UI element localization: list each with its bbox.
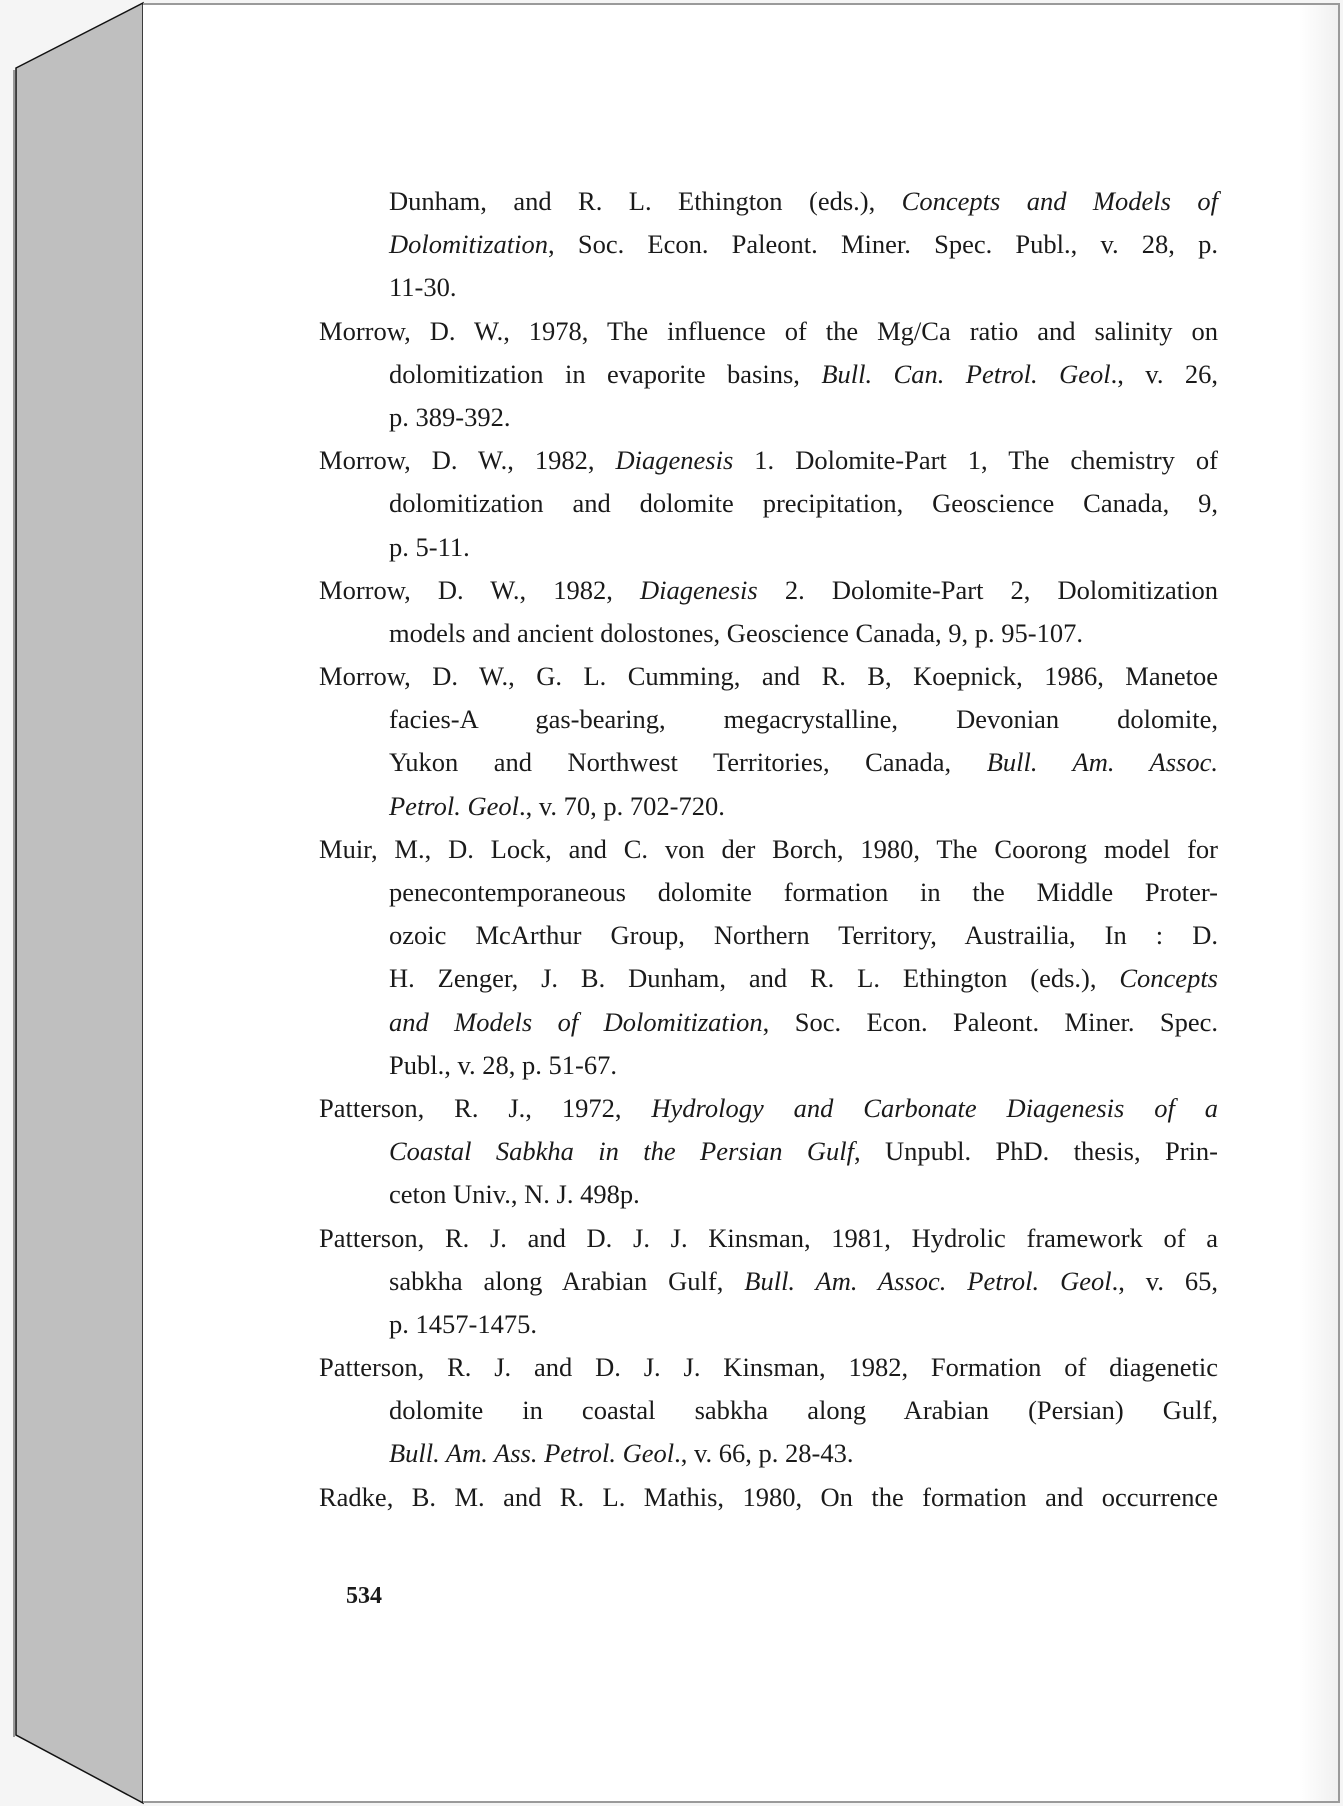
- reference-line: [319, 310, 1218, 353]
- italic-text: Diagenesis: [615, 445, 734, 476]
- reference-line: [389, 482, 1218, 525]
- reference-entry: [319, 1476, 1218, 1519]
- reference-line: [319, 1346, 1218, 1389]
- reference-line: [319, 655, 1218, 698]
- text: p. 1457-1475.: [389, 1308, 537, 1339]
- text: , Soc. Econ. Paleont. Miner. Spec. Publ., v. 28, p.: [548, 229, 1218, 260]
- text: p. 5-11.: [389, 531, 470, 562]
- reference-line: [319, 828, 1218, 871]
- reference-line: [389, 871, 1218, 914]
- reference-line: [389, 223, 1218, 266]
- reference-line: [389, 396, 1218, 439]
- text: Muir, M., D. Lock, and C. von der Borch, 1980, The Coorong model for: [319, 833, 1218, 864]
- text: ., v. 70, p. 702-720.: [519, 790, 725, 821]
- text: Radke, B. M. and R. L. Mathis, 1980, On the formation and occurrence: [319, 1481, 1218, 1512]
- reference-line: [389, 1044, 1218, 1087]
- italic-text: Hydrology and Carbonate Diagenesis of a: [651, 1092, 1218, 1123]
- text: 11-30.: [389, 272, 457, 303]
- text: Morrow, D. W., 1982,: [319, 574, 640, 605]
- text: ., v. 26,: [1110, 358, 1218, 389]
- book-page: [143, 3, 1340, 1803]
- text: penecontemporaneous dolomite formation in the Middle Proter-: [389, 877, 1218, 907]
- reference-entry: [319, 439, 1218, 569]
- reference-line: [319, 1217, 1218, 1260]
- text: p. 389-392.: [389, 401, 511, 432]
- reference-line: [389, 180, 1218, 223]
- text: H. Zenger, J. B. Dunham, and R. L. Ethington (eds.),: [389, 963, 1120, 994]
- italic-text: Bull. Can. Petrol. Geol: [821, 358, 1111, 389]
- reference-line: [389, 1260, 1218, 1303]
- text: 2. Dolomite-Part 2, Dolomitization: [757, 574, 1218, 605]
- reference-line: [389, 1389, 1218, 1432]
- italic-text: Diagenesis: [639, 574, 758, 605]
- reference-line: [389, 266, 1218, 309]
- reference-line: [389, 1303, 1218, 1346]
- text: facies-A gas-bearing, megacrystalline, Devonian dolomite,: [389, 704, 1218, 735]
- reference-entry: [319, 569, 1218, 655]
- italic-text: Bull. Am. Assoc.: [986, 747, 1218, 778]
- text: , Unpubl. PhD. thesis, Prin-: [853, 1136, 1218, 1167]
- italic-text: Petrol. Geol: [389, 790, 520, 821]
- page-edge-shadow: [1298, 5, 1338, 1801]
- reference-line: [389, 1432, 1218, 1475]
- text: Dunham, and R. L. Ethington (eds.),: [389, 186, 902, 216]
- text: ., v. 66, p. 28-43.: [674, 1438, 854, 1469]
- reference-line: [389, 612, 1218, 655]
- reference-entry: [319, 655, 1218, 828]
- text: Morrow, D. W., 1982,: [319, 445, 616, 476]
- text: Patterson, R. J. and D. J. J. Kinsman, 1981, Hydrolic framework of a: [319, 1222, 1218, 1253]
- reference-line: [389, 698, 1218, 741]
- text: models and ancient dolostones, Geoscience Canada, 9, p. 95-107.: [389, 617, 1083, 648]
- page-number: 534: [346, 1583, 382, 1609]
- book-spine: [0, 0, 150, 1806]
- text: Publ., v. 28, p. 51-67.: [389, 1049, 617, 1080]
- text: Patterson, R. J., 1972,: [319, 1092, 652, 1123]
- text: sabkha along Arabian Gulf,: [389, 1265, 745, 1296]
- text: Morrow, D. W., 1978, The influence of the Mg/Ca ratio and salinity on: [319, 315, 1218, 346]
- text: ozoic McArthur Group, Northern Territory, Austrailia, In : D.: [389, 920, 1218, 951]
- reference-line: [389, 957, 1218, 1000]
- text: dolomite in coastal sabkha along Arabian (Persian) Gulf,: [389, 1395, 1218, 1426]
- text: , Soc. Econ. Paleont. Miner. Spec.: [762, 1006, 1219, 1037]
- reference-line: [389, 1130, 1218, 1173]
- italic-text: Concepts and Models of: [901, 186, 1218, 216]
- reference-line: [389, 741, 1218, 784]
- italic-text: Dolomitization: [389, 229, 549, 260]
- italic-text: and Models of Dolomitization: [389, 1006, 763, 1037]
- reference-line: [389, 785, 1218, 828]
- reference-line: [389, 914, 1218, 957]
- reference-entry: [319, 180, 1218, 310]
- italic-text: Concepts: [1119, 963, 1218, 994]
- text: dolomitization in evaporite basins,: [389, 358, 822, 389]
- reference-line: [319, 569, 1218, 612]
- reference-line: [319, 1087, 1218, 1130]
- italic-text: Coastal Sabkha in the Persian Gulf: [389, 1136, 854, 1167]
- reference-line: [389, 1173, 1218, 1216]
- reference-line: [319, 439, 1218, 482]
- reference-entry: [319, 1346, 1218, 1476]
- reference-entry: [319, 1087, 1218, 1217]
- reference-line: [389, 1001, 1218, 1044]
- text: Patterson, R. J. and D. J. J. Kinsman, 1982, Formation of diagenetic: [319, 1352, 1218, 1383]
- text: Yukon and Northwest Territories, Canada,: [389, 747, 987, 778]
- text: Morrow, D. W., G. L. Cumming, and R. B, Koepnick, 1986, Manetoe: [319, 661, 1218, 692]
- reference-line: [389, 353, 1218, 396]
- reference-entry: [319, 828, 1218, 1087]
- reference-line: [319, 1476, 1218, 1519]
- text: dolomitization and dolomite precipitation, Geoscience Canada, 9,: [389, 488, 1218, 519]
- reference-entry: [319, 1217, 1218, 1347]
- text: ., v. 65,: [1111, 1265, 1218, 1296]
- reference-list: [319, 180, 1218, 1519]
- italic-text: Bull. Am. Ass. Petrol. Geol: [389, 1438, 675, 1469]
- text: ceton Univ., N. J. 498p.: [389, 1179, 640, 1210]
- reference-line: [389, 526, 1218, 569]
- italic-text: Bull. Am. Assoc. Petrol. Geol: [744, 1265, 1112, 1296]
- reference-entry: [319, 310, 1218, 440]
- text: 1. Dolomite-Part 1, The chemistry of: [733, 445, 1218, 476]
